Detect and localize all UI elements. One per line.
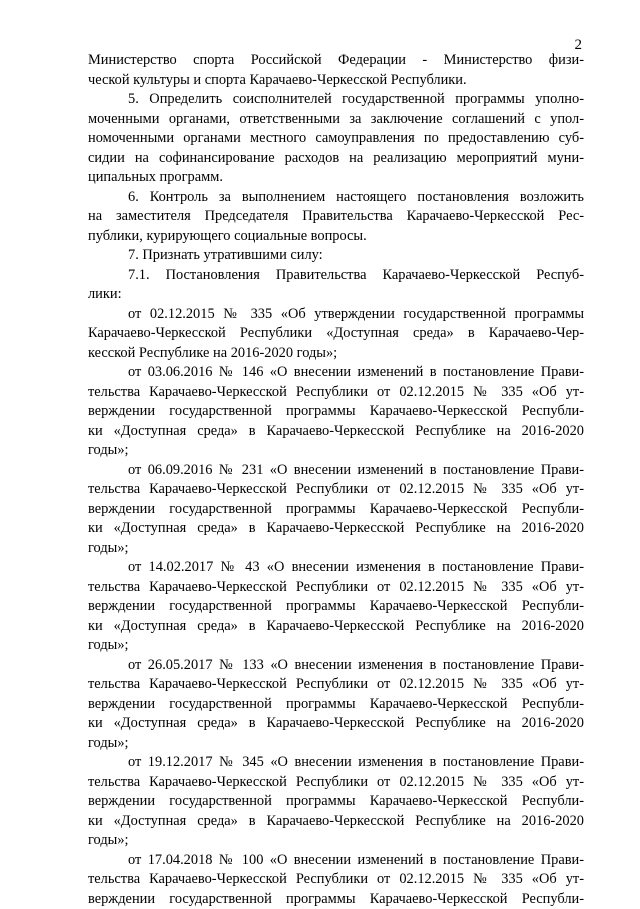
para-resolution-2015-335 — [88, 305, 584, 364]
para-resolution-2016-146 — [88, 363, 584, 461]
text-line: тельства Карачаево-Черкесской Республики от 02.12.2015 № 335 «Об ут- — [88, 773, 584, 793]
text-line: тельства Карачаево-Черкесской Республики от 02.12.2015 № 335 «Об ут- — [88, 870, 584, 890]
page-number: 2 — [575, 38, 583, 53]
text-line: кесской Республике на 2016-2020 годы»; — [88, 344, 584, 364]
para-resolution-2016-231 — [88, 461, 584, 559]
text-line: ки «Доступная среда» в Карачаево-Черкесской Республике на 2016-2020 — [88, 422, 584, 442]
text-line: верждении государственной программы Карачаево-Черкесской Республи- — [88, 402, 584, 422]
text-line: от 02.12.2015 № 335 «Об утверждении государственной программы — [88, 305, 584, 325]
text-line: годы»; — [88, 734, 584, 754]
text-line: 7. Признать утратившими силу: — [88, 246, 584, 266]
text-line: номоченными органами местного самоуправления по предоставлению суб- — [88, 129, 584, 149]
text-line: верждении государственной программы Карачаево-Черкесской Республи- — [88, 500, 584, 520]
text-line: ки «Доступная среда» в Карачаево-Черкесской Республике на 2016-2020 — [88, 714, 584, 734]
text-line: верждении государственной программы Карачаево-Черкесской Республи- — [88, 792, 584, 812]
text-line: от 17.04.2018 № 100 «О внесении изменений в постановление Прави- — [88, 851, 584, 871]
text-line: от 14.02.2017 № 43 «О внесении изменения в постановление Прави- — [88, 558, 584, 578]
document-body — [88, 51, 584, 909]
text-line: от 26.05.2017 № 133 «О внесении изменения в постановление Прави- — [88, 656, 584, 676]
text-line: верждении государственной программы Карачаево-Черкесской Республи- — [88, 695, 584, 715]
para-item-6 — [88, 188, 584, 247]
para-item-5 — [88, 90, 584, 188]
text-line: тельства Карачаево-Черкесской Республики от 02.12.2015 № 335 «Об ут- — [88, 675, 584, 695]
text-line: 5. Определить соисполнителей государственной программы уполно- — [88, 90, 584, 110]
text-line: моченными органами, ответственными за заключение соглашений с упол- — [88, 110, 584, 130]
text-line: сидии на софинансирование расходов на реализацию мероприятий муни- — [88, 149, 584, 169]
para-ministry-continuation — [88, 51, 584, 90]
text-line: от 06.09.2016 № 231 «О внесении изменений в постановление Прави- — [88, 461, 584, 481]
text-line: 6. Контроль за выполнением настоящего постановления возложить — [88, 188, 584, 208]
text-line: верждении государственной программы Карачаево-Черкесской Республи- — [88, 890, 584, 909]
text-line: 7.1. Постановления Правительства Карачаево-Черкесской Респуб- — [88, 266, 584, 286]
text-line: ческой культуры и спорта Карачаево-Черкесской Республики. — [88, 71, 584, 91]
text-line: тельства Карачаево-Черкесской Республики от 02.12.2015 № 335 «Об ут- — [88, 383, 584, 403]
text-line: ки «Доступная среда» в Карачаево-Черкесской Республике на 2016-2020 — [88, 812, 584, 832]
text-line: от 19.12.2017 № 345 «О внесении изменения в постановление Прави- — [88, 753, 584, 773]
text-line: годы»; — [88, 636, 584, 656]
text-line: Карачаево-Черкесской Республики «Доступная среда» в Карачаево-Чер- — [88, 324, 584, 344]
text-line: ципальных программ. — [88, 168, 584, 188]
text-line: на заместителя Председателя Правительства Карачаево-Черкесской Рес- — [88, 207, 584, 227]
para-resolution-2017-43 — [88, 558, 584, 656]
text-line: лики: — [88, 285, 584, 305]
text-line: тельства Карачаево-Черкесской Республики от 02.12.2015 № 335 «Об ут- — [88, 578, 584, 598]
text-line: годы»; — [88, 539, 584, 559]
para-item-7-1 — [88, 266, 584, 305]
text-line: ки «Доступная среда» в Карачаево-Черкесской Республике на 2016-2020 — [88, 617, 584, 637]
text-line: Министерство спорта Российской Федерации - Министерство физи- — [88, 51, 584, 71]
text-line: от 03.06.2016 № 146 «О внесении изменений в постановление Прави- — [88, 363, 584, 383]
text-line: ки «Доступная среда» в Карачаево-Черкесской Республике на 2016-2020 — [88, 519, 584, 539]
para-item-7 — [88, 246, 584, 266]
para-resolution-2018-100 — [88, 851, 584, 909]
text-line: публики, курирующего социальные вопросы. — [88, 227, 584, 247]
text-line: тельства Карачаево-Черкесской Республики от 02.12.2015 № 335 «Об ут- — [88, 480, 584, 500]
para-resolution-2017-133 — [88, 656, 584, 754]
text-line: годы»; — [88, 831, 584, 851]
text-line: верждении государственной программы Карачаево-Черкесской Республи- — [88, 597, 584, 617]
text-line: годы»; — [88, 441, 584, 461]
para-resolution-2017-345 — [88, 753, 584, 851]
